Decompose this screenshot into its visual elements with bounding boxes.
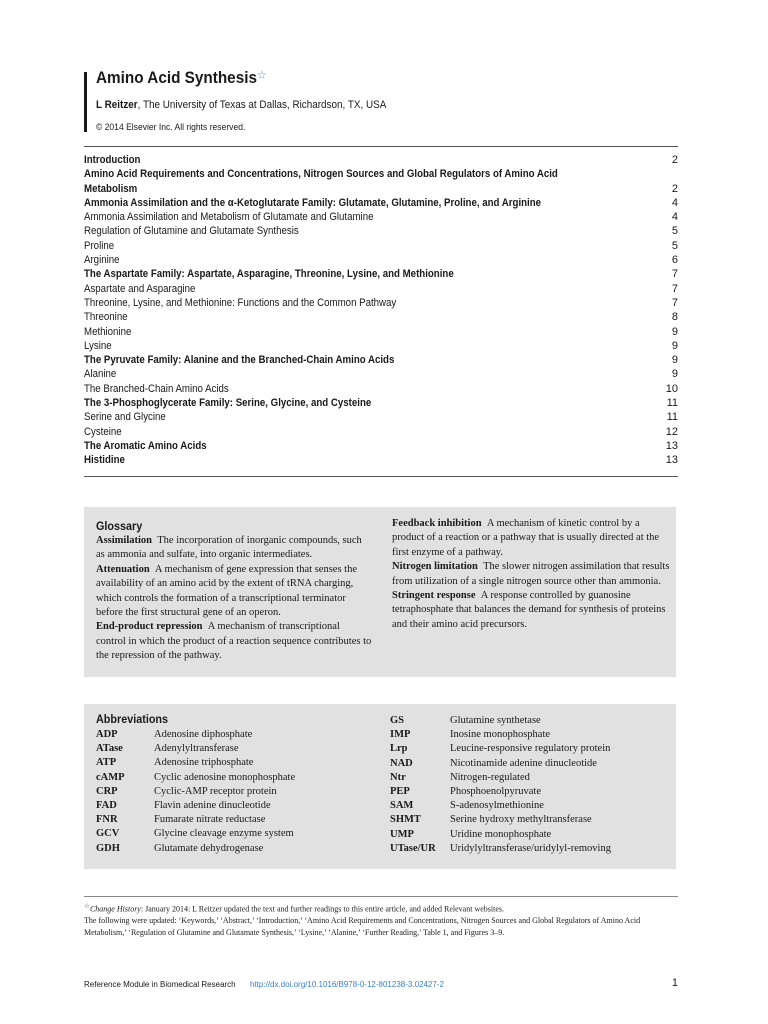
abbreviation-term: FAD [96,800,117,812]
glossary-box [84,507,676,677]
glossary-definition: A mechanism of gene expression that senses the availability of an amino acid by the extent of tRNA charging, which controls the formation of a transcriptional terminator before the first structural gene of an operon. [96,563,357,619]
abbreviation-meaning: Adenosine triphosphate [154,757,254,769]
toc-entry[interactable] [84,210,678,224]
toc-entry-title: Introduction [84,154,141,166]
abbreviation-term: FNR [96,814,118,826]
abbreviation-meaning: Cyclic-AMP receptor protein [154,785,277,797]
toc-entry-page: 12 [665,425,678,438]
abbreviation-term: ADP [96,729,118,740]
abbreviation-row [96,799,386,813]
page-footer [84,978,678,992]
abbreviation-meaning: Glutamine synthetase [450,715,541,726]
abbreviation-term: UMP [390,828,414,840]
toc-entry-title: Metabolism [84,182,138,195]
glossary-right-column [392,517,670,632]
abbreviation-row [390,771,672,785]
toc-entry[interactable] [84,453,678,467]
abbreviation-meaning: S-adenosylmethionine [450,800,544,812]
abbreviation-meaning: Glycine cleavage enzyme system [154,828,294,840]
glossary-term: End-product repression [96,621,203,633]
abbreviation-meaning: Serine hydroxy methyltransferase [450,814,592,826]
toc-entry-title: Proline [84,239,115,252]
toc-entry-page: 13 [665,439,678,452]
toc-bottom-divider [84,476,678,477]
abbreviation-row [96,813,386,827]
abbreviation-meaning: Uridine monophosphate [450,828,552,840]
glossary-term: Nitrogen limitation [392,561,478,573]
toc-entry-page: 9 [671,354,678,367]
abbreviation-row [96,742,386,756]
glossary-definition: A mechanism of kinetic control by a product of a reaction or a pathway that is usually directed at the first enzyme of a pathway. [392,518,660,558]
toc-entry-title: Cysteine [84,425,122,438]
abbreviation-row [390,785,672,799]
abbreviation-term: Lrp [390,743,408,755]
toc-entry[interactable] [84,382,678,396]
toc-entry-page: 13 [665,454,678,467]
journal-name: Reference Module in Biomedical Research [84,980,236,989]
toc-entry[interactable] [84,410,678,424]
abbreviation-row [96,756,386,770]
abbreviation-row [390,842,672,856]
toc-entry-title: Aspartate and Asparagine [84,282,196,295]
toc-entry[interactable] [84,425,678,439]
abbreviation-row [96,842,386,856]
toc-entry[interactable] [84,282,678,296]
toc-entry-title: The 3-Phosphoglycerate Family: Serine, Glycine, and Cysteine [84,397,372,410]
abbreviations-heading: Abbreviations [96,712,169,726]
abbreviation-meaning: Inosine monophosphate [450,729,551,741]
abbreviations-left-column [96,728,386,856]
toc-entry[interactable] [84,224,678,238]
toc-entry[interactable] [84,367,678,381]
toc-entry[interactable] [84,439,678,453]
glossary-entry [392,589,670,632]
abbreviation-meaning: Cyclic adenosine monophosphate [154,771,296,783]
footnote-line-2: The following were updated: ‘Keywords,’ ‘Abstract,’ ‘Introduction,’ ‘Amino Acid Requirements and Concentrations, Nitrogen Sources and Global Regulators of Amino Acid Metabolism,’ ‘Regulation of Glutamine and Glutamate Synthesis,’ ‘Lysine,’ ‘Alanine,’ ‘Further Reading,’ Table 1, and Figures 3–9. [84,916,641,937]
author-line [96,99,386,111]
abbreviation-meaning: Nitrogen-regulated [450,771,530,783]
toc-entry-page: 7 [671,282,678,295]
abbreviation-meaning: Leucine-responsive regulatory protein [450,743,611,755]
toc-entry-page: 4 [671,211,678,224]
abbreviation-row [96,771,386,785]
toc-entry-title: The Aspartate Family: Aspartate, Asparagine, Threonine, Lysine, and Methionine [84,268,454,281]
abbreviation-row [390,714,672,728]
toc-entry[interactable] [84,267,678,281]
glossary-term: Stringent response [392,590,476,602]
glossary-entry [96,620,372,663]
toc-entry[interactable] [84,339,678,353]
page-number: 1 [671,977,678,989]
abbreviations-right-column [390,714,672,856]
toc-entry[interactable] [84,253,678,267]
table-of-contents [84,153,678,468]
toc-entry-page: 10 [665,382,678,395]
toc-entry-page: 2 [671,154,678,166]
glossary-entry [392,560,670,589]
glossary-entry [96,563,372,621]
toc-entry-page: 11 [666,397,678,410]
toc-entry-title: The Aromatic Amino Acids [84,439,207,452]
abbreviation-meaning: Phosphoenolpyruvate [450,786,541,798]
abbreviation-term: PEP [390,786,410,798]
toc-entry[interactable] [84,353,678,367]
toc-entry-page: 5 [671,239,678,252]
abbreviation-term: SHMT [390,814,421,826]
abbreviation-term: Ntr [390,771,406,783]
article-header [84,68,684,132]
toc-entry-page: 7 [671,296,678,309]
abbreviation-term: SAM [390,800,414,812]
toc-entry-title: Amino Acid Requirements and Concentrations, Nitrogen Sources and Global Regulators of Amino Acid [84,168,558,181]
abbreviation-term: UTase/UR [390,842,436,854]
abbreviation-row [390,742,672,756]
copyright-line: © 2014 Elsevier Inc. All rights reserved. [96,122,246,133]
toc-entry-page: 4 [671,196,678,209]
author-affiliation: , The University of Texas at Dallas, Richardson, TX, USA [137,99,387,111]
abbreviation-meaning: Flavin adenine dinucleotide [154,800,271,812]
abbreviation-term: GCV [96,828,120,840]
footnote-divider [84,896,678,897]
toc-entry-title: Ammonia Assimilation and Metabolism of Glutamate and Glutamine [84,211,374,224]
footnote-star-icon: ☆ [84,903,90,910]
toc-entry-page: 9 [671,339,678,352]
abbreviation-row [96,827,386,841]
abbreviation-row [390,828,672,842]
toc-entry-page: 9 [671,368,678,381]
glossary-definition: The incorporation of inorganic compounds, such as ammonia and sulfate, into organic intermediates. [96,535,362,561]
toc-entry-title: Ammonia Assimilation and the α-Ketoglutarate Family: Glutamate, Glutamine, Proline, and Arginine [84,196,542,209]
toc-entry[interactable] [84,153,678,167]
toc-entry-title: Methionine [84,325,132,338]
glossary-entry [392,517,670,560]
glossary-term: Feedback inhibition [392,518,482,529]
toc-entry-page: 9 [671,325,678,338]
toc-entry-title: Threonine, Lysine, and Methionine: Functions and the Common Pathway [84,296,397,309]
abbreviation-meaning: Nicotinamide adenine dinucleotide [450,757,597,769]
abbreviation-row [390,757,672,771]
toc-entry-page: 7 [671,268,678,281]
toc-entry[interactable] [84,296,678,310]
toc-entry-title: Histidine [84,454,125,467]
glossary-definition: The slower nitrogen assimilation that results from utilization of a single nitrogen source other than ammonia. [392,561,670,587]
article-title: Amino Acid Synthesis☆ [96,68,267,87]
glossary-heading: Glossary [96,519,143,533]
doi-link[interactable]: http://dx.doi.org/10.1016/B978-0-12-801238-3.02427-2 [250,980,444,989]
abbreviation-meaning: Adenosine diphosphate [154,729,253,740]
abbreviation-term: CRP [96,785,118,797]
toc-entry-title: Threonine [84,311,128,324]
toc-entry[interactable] [84,182,678,196]
abbreviation-term: IMP [390,729,411,741]
abbreviation-term: GS [390,715,405,726]
toc-entry[interactable] [84,167,678,181]
abbreviation-row [96,785,386,799]
toc-entry-title: Regulation of Glutamine and Glutamate Synthesis [84,225,299,238]
author-name: L Reitzer [96,99,138,111]
toc-entry[interactable] [84,196,678,210]
glossary-definition: A mechanism of transcriptional control in which the product of a reaction sequence contributes to the repression of the pathway. [96,621,372,662]
toc-entry[interactable] [84,239,678,253]
toc-entry-page: 2 [671,182,678,195]
title-accent-bar [84,72,87,132]
toc-entry-page: 6 [671,254,678,267]
star-icon[interactable]: ☆ [256,68,267,82]
abbreviation-row [390,799,672,813]
glossary-definition: A response controlled by guanosine tetraphosphate that balances the demand for synthesis of proteins and their amino acid precursors. [392,590,666,630]
change-history-footnote [84,901,684,938]
toc-entry-page: 5 [671,225,678,238]
abbreviation-row [96,728,386,742]
abbreviation-meaning: Glutamate dehydrogenase [154,842,264,854]
abbreviation-row [390,813,672,827]
abbreviation-meaning: Fumarate nitrate reductase [154,814,266,826]
abbreviation-term: ATP [96,757,117,769]
toc-entry-page: 8 [671,311,678,324]
toc-entry-title: Alanine [84,368,117,381]
toc-entry[interactable] [84,325,678,339]
glossary-term: Assimilation [96,535,153,546]
toc-entry-title: Arginine [84,254,120,267]
abbreviation-term: cAMP [96,771,125,783]
abbreviations-box [84,704,676,869]
footnote-line-1: : January 2014: L Reitzer updated the text and further readings to this entire article, and added Relevant websites. [140,904,504,914]
glossary-entry [96,534,372,563]
toc-entry-title: Serine and Glycine [84,411,166,424]
toc-entry-title: The Pyruvate Family: Alanine and the Branched-Chain Amino Acids [84,354,395,367]
toc-entry-title: Lysine [84,339,112,352]
toc-entry-title: The Branched-Chain Amino Acids [84,382,229,395]
toc-entry-page: 11 [666,411,678,424]
toc-entry[interactable] [84,310,678,324]
change-history-label: Change History [89,904,141,914]
toc-entry[interactable] [84,396,678,410]
toc-top-divider [84,146,678,147]
abbreviation-meaning: Adenylyltransferase [154,743,239,755]
abbreviation-term: GDH [96,842,120,854]
glossary-term: Attenuation [96,563,150,575]
glossary-left-column [96,534,372,664]
abbreviation-term: ATase [96,743,123,755]
abbreviation-row [390,728,672,742]
abbreviation-term: NAD [390,757,413,769]
abbreviation-meaning: Uridylyltransferase/uridylyl-removing [450,842,611,854]
